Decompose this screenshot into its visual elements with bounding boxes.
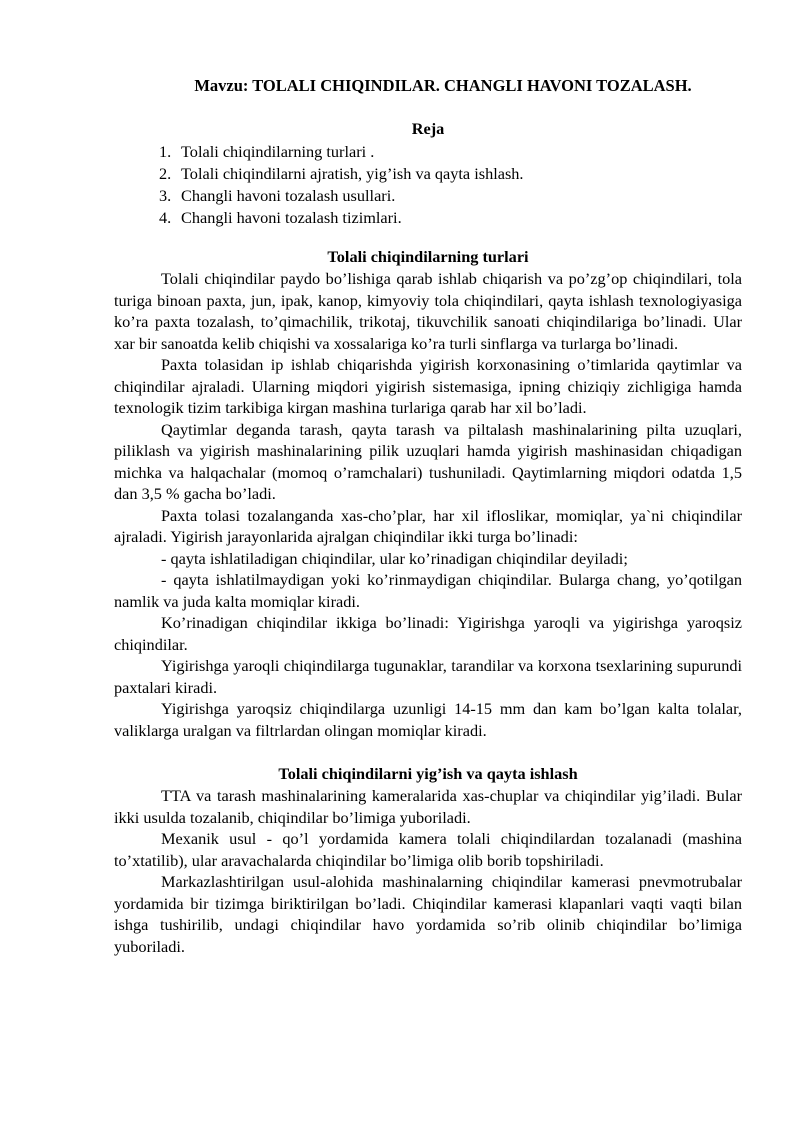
plan-item-text: Tolali chiqindilarni ajratish, yig’ish va qayta ishlash.	[181, 164, 524, 183]
paragraph: - qayta ishlatilmaydigan yoki ko’rinmaydigan chiqindilar. Bularga chang, yo’qotilgan namlik va juda kalta momiqlar kiradi.	[114, 570, 742, 611]
plan-item-number: 2.	[159, 164, 172, 183]
paragraph: Paxta tolasi tozalanganda xas-cho’plar, har xil ifloslikar, momiqlar, ya`ni chiqindilar ajraladi. Yigirish jarayonlarida ajralgan chiqindilar ikki turga bo’linadi:	[114, 505, 742, 546]
plan-item	[159, 185, 742, 207]
paragraph: Tolali chiqindilar paydo bo’lishiga qarab ishlab chiqarish va po’zg’op chiqindilari, tola turiga binoan paxta, jun, ipak, kanop, kimyoviy tola chiqindilari, qayta ishlash texnologiyasiga ko’ra paxta tozalash, to’qimachilik, trikotaj, tikuvchilik sanoati chiqindilariga bo’linadi. Ular xar bir sanoatda kelib chiqishi va xossalariga ko’ra turli sinflarga va turlarga bo’linadi.	[114, 269, 742, 353]
paragraph: Yigirishga yaroqli chiqindilarga tugunaklar, tarandilar va korxona tsexlarining supurundi paxtalari kiradi.	[114, 656, 742, 697]
paragraph: TTA va tarash mashinalarining kameralarida xas-chuplar va chiqindilar yig’iladi. Bular ikki usulda tozalanib, chiqindilar bo’limiga yuboriladi.	[114, 786, 742, 827]
plan-item	[159, 163, 742, 185]
plan-item-text: Tolali chiqindilarning turlari .	[181, 142, 375, 161]
plan-item-text: Changli havoni tozalash tizimlari.	[181, 208, 402, 227]
paragraph: Ko’rinadigan chiqindilar ikkiga bo’linadi: Yigirishga yaroqli va yigirishga yaroqsiz chiqindilar.	[114, 613, 742, 654]
document-body	[114, 74, 742, 957]
paragraph: Mexanik usul - qo’l yordamida kamera tolali chiqindilardan tozalanadi (mashina to’xtatilib), ular aravachalarda chiqindilar bo’limiga olib borib topshiriladi.	[114, 829, 742, 870]
paragraph: Qaytimlar deganda tarash, qayta tarash va piltalash mashinalarining pilta uzuqlari, piliklash va yigirish mashinalarining pilik uzuqlari hamda yigirish mashinasidan chiqadigan michka va halqachalar (momoq o’ramchalari) tushuniladi. Qaytimlarning miqdori odatda 1,5 dan 3,5 % gacha bo’ladi.	[114, 419, 742, 503]
document-title: Mavzu: TOLALI CHIQINDILAR. CHANGLI HAVONI TOZALASH.	[194, 76, 692, 95]
plan-item-number: 3.	[159, 186, 172, 205]
plan-item	[159, 141, 742, 163]
paragraph: Paxta tolasidan ip ishlab chiqarishda yigirish korxonasining o’timlarida qaytimlar va chiqindilar ajraladi. Ularning miqdori yigirish sistemasiga, ipning chiziqiy zichligiga hamda texnologik tizim tarkibiga kirgan mashina turlariga qarab har xil bo’ladi.	[114, 355, 742, 417]
paragraph: Yigirishga yaroqsiz chiqindilarga uzunligi 14-15 mm dan kam bo’lgan kalta tolalar, valiklarga uralgan va filtrlardan olingan momiqlar kiradi.	[114, 699, 742, 740]
plan-item-text: Changli havoni tozalash usullari.	[181, 186, 396, 205]
plan-list	[114, 141, 742, 229]
paragraph: Markazlashtirilgan usul-alohida mashinalarning chiqindilar kamerasi pnevmotrubalar yordamida bir tizimga biriktirilgan bo’ladi. Chiqindilar kamerasi klapanlari vaqti vaqti bilan ishga tushirilib, undagi chiqindilar havo yordamida so’rib olinib chiqindilar bo’limiga yuboriladi.	[114, 872, 742, 956]
paragraph: - qayta ishlatiladigan chiqindilar, ular ko’rinadigan chiqindilar deyiladi;	[161, 548, 628, 568]
plan-item-number: 1.	[159, 142, 172, 161]
section-heading: Tolali chiqindilarning turlari	[327, 247, 529, 266]
section-heading: Tolali chiqindilarni yig’ish va qayta ishlash	[278, 764, 578, 783]
plan-item	[159, 207, 742, 229]
plan-heading: Reja	[411, 119, 445, 138]
plan-item-number: 4.	[159, 208, 172, 227]
